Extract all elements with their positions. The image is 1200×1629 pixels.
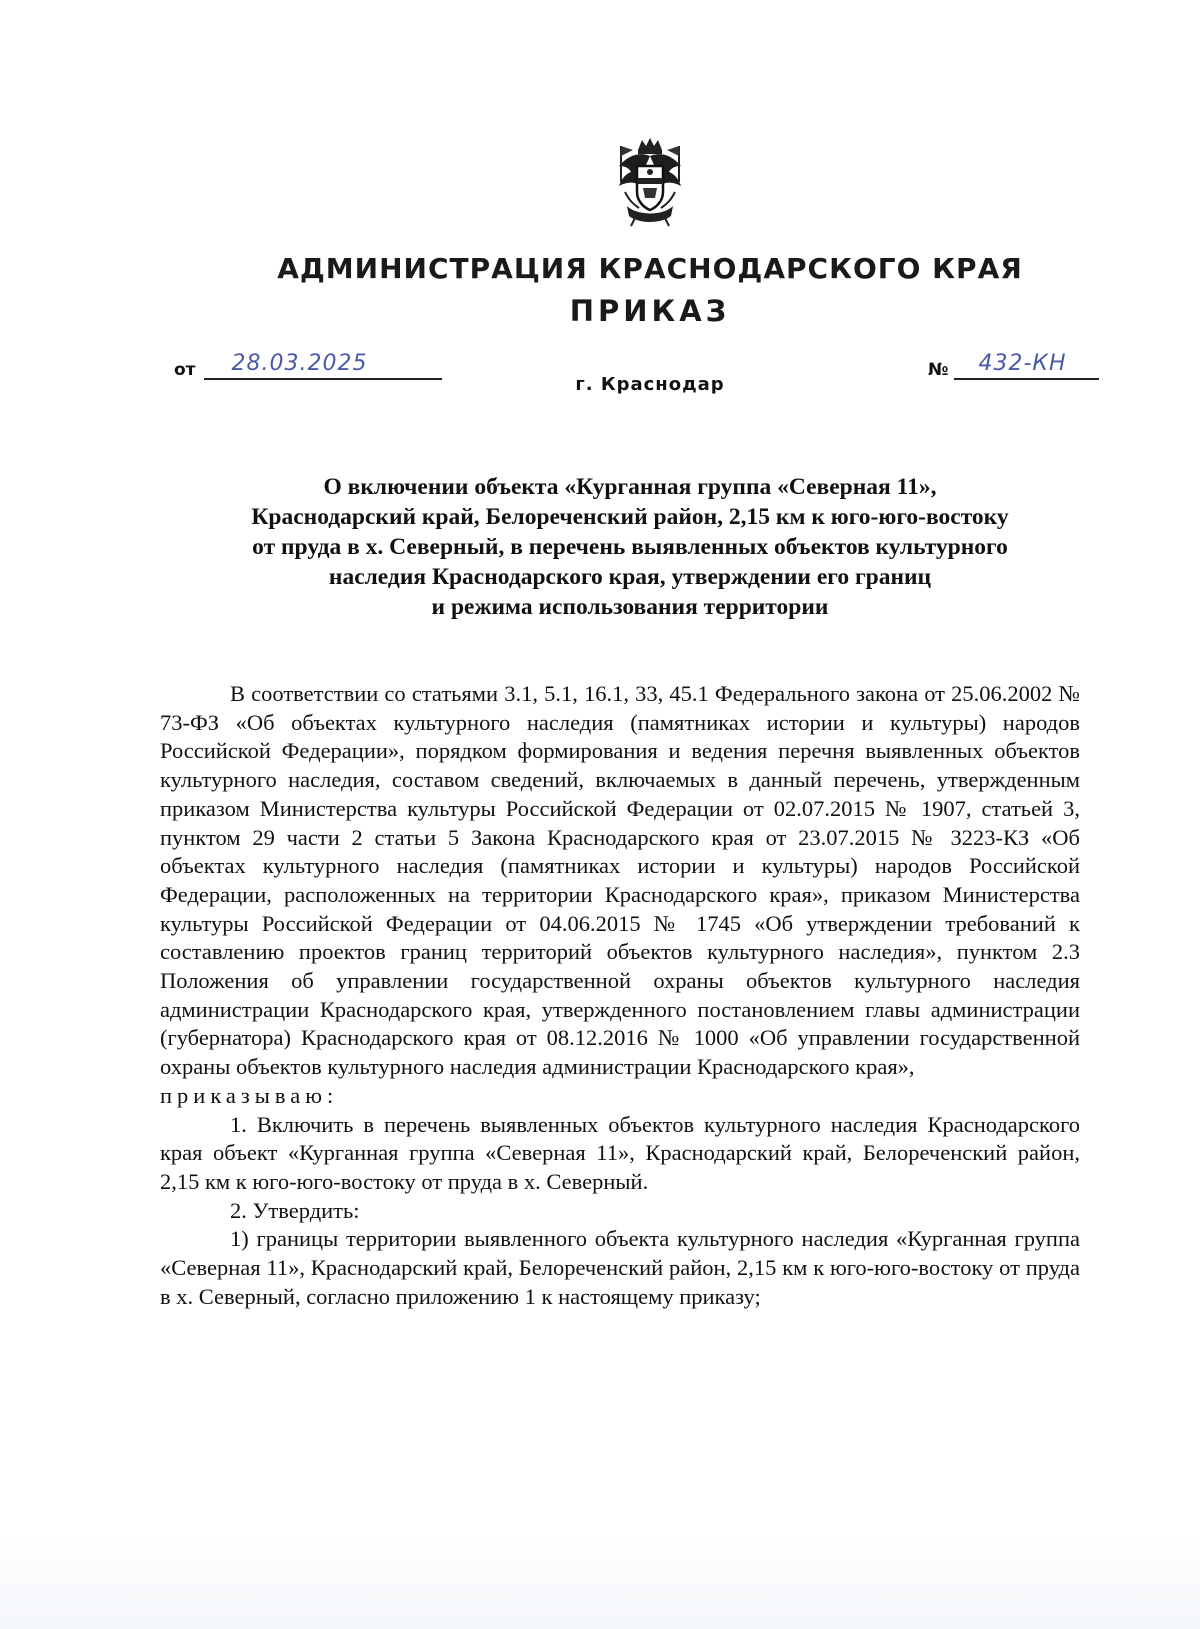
- title-line: от пруда в х. Северный, в перечень выявленных объектов культурного: [252, 534, 1008, 560]
- document-type: ПРИКАЗ: [569, 294, 731, 328]
- title-line: и режима использования территории: [431, 594, 829, 620]
- title-line: Краснодарский край, Белореченский район, 2,15 км к юго-юго-востоку: [251, 504, 1009, 530]
- item-2-paragraph: 2. Утвердить:: [230, 1197, 360, 1223]
- item-1-paragraph: 1. Включить в перечень выявленных объектов культурного наследия Краснодарского края объект «Курганная группа «Северная 11», Краснодарский край, Белореченский район, 2,15 км к юго-юго-востоку от пруда в х. Северный.: [160, 1111, 1080, 1194]
- title-line: О включении объекта «Курганная группа «Северная 11»,: [323, 474, 937, 500]
- handwritten-number: 432-КН: [978, 351, 1067, 376]
- coat-of-arms-emblem: [611, 136, 689, 228]
- organization-title: АДМИНИСТРАЦИЯ КРАСНОДАРСКОГО КРАЯ: [277, 252, 1023, 285]
- document-title: [160, 472, 1100, 622]
- item-2-subitem-1-paragraph: 1) границы территории выявленного объекта культурного наследия «Курганная группа «Северная 11», Краснодарский край, Белореченский район, 2,15 км к юго-юго-востоку от пруда в х. Северный, согласно приложению 1 к настоящему приказу;: [160, 1226, 1080, 1309]
- date-prefix: от: [174, 360, 196, 380]
- document-body: [160, 680, 1080, 1311]
- number-prefix: №: [928, 360, 949, 380]
- city-label: г. Краснодар: [575, 374, 725, 395]
- order-word: приказываю:: [160, 1082, 339, 1108]
- handwritten-date: 28.03.2025: [231, 351, 368, 376]
- title-line: наследия Краснодарского края, утверждении его границ: [328, 564, 932, 590]
- preamble-paragraph: В соответствии со статьями 3.1, 5.1, 16.1, 33, 45.1 Федерального закона от 25.06.2002 № 73-ФЗ «Об объектах культурного наследия (памятниках истории и культуры) народов Российской Федерации», порядком формирования и ведения перечня выявленных объектов культурного наследия, составом сведений, включаемых в данный перечень, утвержденным приказом Министерства культуры Российской Федерации от 02.07.2015 № 1907, статьей 3, пунктом 29 части 2 статьи 5 Закона Краснодарского края от 23.07.2015 № 3223-КЗ «Об объектах культурного наследия (памятниках истории и культуры) народов Российской Федерации, расположенных на территории Краснодарского края», приказом Министерства культуры Российской Федерации от 04.06.2015 № 1745 «Об утверждении требований к составлению проектов границ территорий объектов культурного наследия», пунктом 2.3 Положения об управлении государственной охраны объектов культурного наследия администрации Краснодарского края, утвержденного постановлением главы администрации (губернатора) Краснодарского края от 08.12.2016 № 1000 «Об управлении государственной охраны объектов культурного наследия администрации Краснодарского края»,: [160, 681, 1080, 1080]
